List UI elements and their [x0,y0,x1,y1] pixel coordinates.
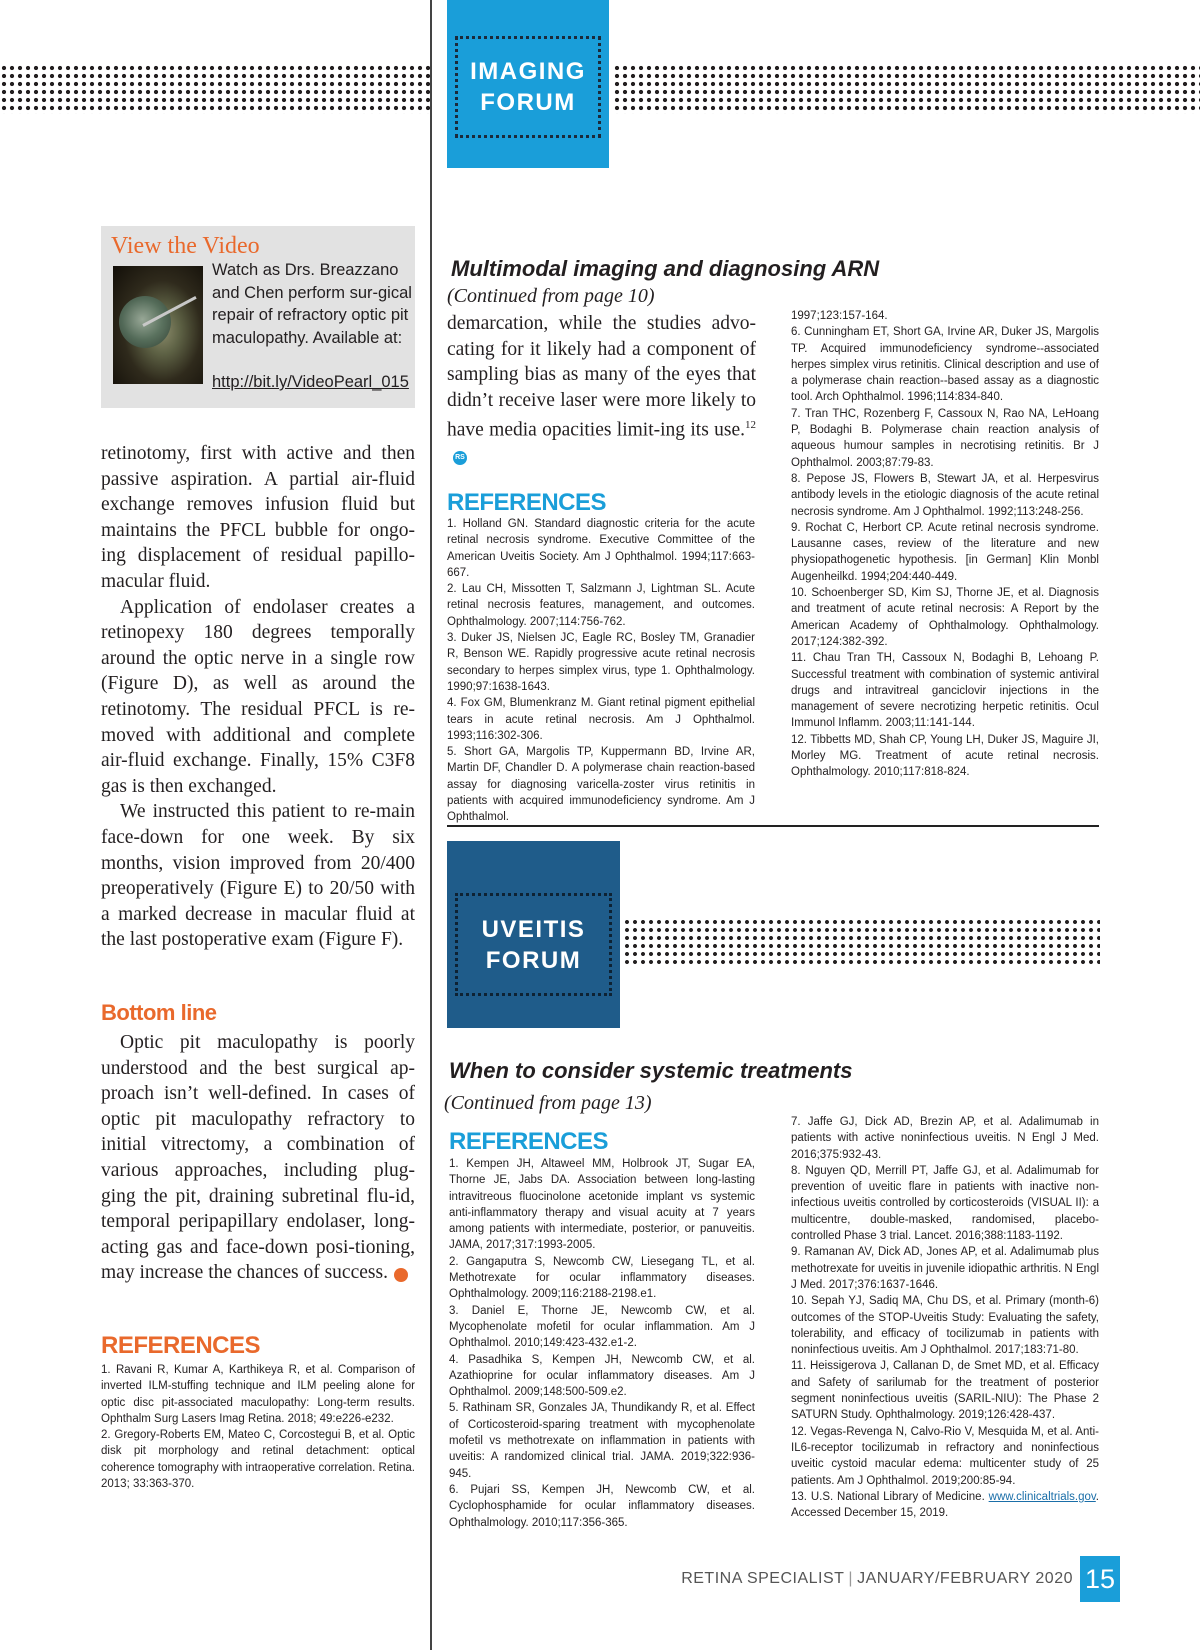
reference-item: 5. Short GA, Margolis TP, Kuppermann BD, Irvine AR, Martin DF, Chandler D. A polymerase chain reaction-based assay for diagnosing varicella-zoster virus retinitis in patients with acquired immunodeficiency syndrome. Am J Ophthalmol. [447,746,755,824]
reference-item: 1997;123:157-164. [791,310,888,322]
reference-item: 6. Pujari SS, Kempen JH, Newcomb CW, et al. Cyclophosphamide for ocular inflammatory diseases. Ophthalmology. 2010;117:356-365. [449,1483,755,1529]
rs-end-mark-icon: RS [453,451,467,465]
reference-item: 4. Pasadhika S, Kempen JH, Newcomb CW, et al. Azathioprine for ocular inflammatory diseases. Am J Ophthalmol. 2009;148:500-509.e2. [449,1353,755,1399]
reference-item: 3. Daniel E, Thorne JE, Newcomb CW, et al. Mycophenolate mofetil for ocular inflammation. Am J Ophthalmol. 2010;149:423-432.e1-2. [449,1304,755,1350]
reference-item: 8. Nguyen QD, Merrill PT, Jaffe GJ, et al. Adalimumab for prevention of uveitic flare in patients with inactive non-infectious uveitis controlled by corticosteroids (VISUAL II): a multicentre, double-masked, randomised, placebo-controlled Phase 3 trial. Lancet. 2016;388:1183-1192. [791,1164,1099,1243]
uveitis-continued-note: (Continued from page 13) [444,1092,652,1114]
arn-citation: 12 [745,419,756,432]
video-link[interactable]: http://bit.ly/VideoPearl_015 [212,373,409,391]
reference-item: 4. Fox GM, Blumenkranz M. Giant retinal pigment epithelial tears in acute retinal necrosis. Am J Ophthalmol. 1993;116:302-306. [447,697,755,742]
publication-name: RETINA SPECIALIST [681,1570,845,1587]
uveitis-forum-badge [447,841,620,1028]
reference-item: 10. Sepah YJ, Sadiq MA, Chu DS, et al. Primary (month-6) outcomes of the STOP-Uveitis Study: Evaluating the safety, tolerability, and efficacy of tocilizumab in patients with noninfectious uveitis. Am J Ophthalmol. 2017;183:71-80. [791,1295,1099,1357]
uveitis-references-heading: REFERENCES [449,1128,609,1155]
page-footer: RETINA SPECIALIST | JANUARY/FEBRUARY 2020 [681,1570,1073,1587]
bottom-line-text: Optic pit maculopathy is poorly understood and the best surgical ap-proach isn’t well-defined. In cases of optic pit maculopathy refractory to initial vitrectomy, a combination of various approaches, including plug-ging the pit, draining subretinal flu-id, temporal peripapillary endolaser, long-acting gas and face-down posi-tioning, may increase the chances of success. [101,1032,415,1284]
left-references-heading: REFERENCES [101,1332,261,1359]
dot-band-left [0,64,430,114]
dot-band-right [613,64,1200,114]
imaging-forum-badge [447,0,609,168]
reference-item: 7. Tran THC, Rozenberg F, Cassoux N, Rao NA, LeHoang P, Bodaghi B. Polymerase chain reaction analysis of aqueous humour samples in necrotising retinitis. Br J Ophthalmol. 2003;87:79-83. [791,407,1099,469]
reference-item: 3. Duker JS, Nielsen JC, Eagle RC, Bosley TM, Granadier R, Benson WE. Rapidly progressive acute retinal necrosis secondary to herpes simplex virus, type 1. Ophthalmology. 1990;97:1638-1643. [447,632,755,693]
reference-item: 2. Gangaputra S, Newcomb CW, Liesegang TL, et al. Methotrexate for ocular inflammatory diseases. Ophthalmology. 2009;116:2188-2198.e1. [449,1255,755,1301]
dot-band-uveitis [623,918,1100,966]
imaging-forum-title: IMAGING FORUM [470,58,586,116]
clinicaltrials-link[interactable]: www.clinicaltrials.gov [988,1490,1096,1503]
reference-item: 5. Rathinam SR, Gonzales JA, Thundikandy R, et al. Effect of Corticosteroid-sparing treatment with mycophenolate mofetil vs methotrexate on inflammation in patients with uveitis: A randomized clinical trial. JAMA. 2019;322:936-945. [449,1402,755,1480]
reference-item: 2. Lau CH, Missotten T, Salzmann J, Lightman SL. Acute retinal necrosis features, management, and outcomes. Ophthalmology. 2007;114:756-762. [447,583,755,628]
paragraph: We instructed this patient to re-main face-down for one week. By six months, vision improved from 20/400 preoperatively (Figure E) to 20/50 with a marked decrease in macular fluid at the last postoperative exam (Figure F). [101,801,415,951]
arn-references-col2 [791,308,1099,781]
left-references-list [101,1362,415,1492]
arn-body [447,311,756,469]
uveitis-article-title: When to consider systemic treatments [449,1058,853,1083]
arn-references-heading: REFERENCES [447,489,607,516]
arn-body-text: demarcation, while the studies advo-cating for it likely had a component of sampling bias as many of the eyes that didn’t receive laser were more likely to have media opacities limit-ing its use. [447,313,756,441]
arn-continued-note: (Continued from page 10) [447,285,655,307]
video-callout [101,226,415,408]
bottom-line-heading: Bottom line [101,1000,217,1025]
reference-item: 9. Rochat C, Herbort CP. Acute retinal necrosis syndrome. Lausanne cases, review of the literature and new physiopathogenetic hypothesis. [in German] Klin Monbl Augenheilkd. 1994;204:440-449. [791,521,1099,583]
reference-item: 6. Cunningham ET, Short GA, Irvine AR, Duker JS, Margolis TP. Acquired immunodeficiency syndrome--associated herpes simplex virus retinitis. Clinical description and use of a polymerase chain reaction--based assay as a diagnostic tool. Arch Ophthalmol. 1996;114:834-840. [791,326,1099,404]
reference-item: 1. Kempen JH, Altaweel MM, Holbrook JT, Sugar EA, Thorne JE, Jabs DA. Association between long-lasting intravitreous fluocinolone acetonide implant vs systemic anti-inflammatory therapy and visual acuity at 7 years among patients with intermediate, posterior, or panuveitis. JAMA, 2017;317:1993-2005. [449,1158,755,1252]
reference-item: 2. Gregory-Roberts EM, Mateo C, Corcostegui B, et al. Optic disk pit morphology and retinal detachment: optical coherence tomography with intraoperative correlation. Retina. 2013; 33:363-370. [101,1429,415,1491]
page-number: 15 [1080,1556,1120,1602]
reference-item: 11. Heissigerova J, Callanan D, de Smet MD, et al. Efficacy and Safety of sarilumab for the treatment of posterior segment noninfectious uveitis (SARIL-NIU): The Phase 2 SATURN Study. Ophthalmology. 2019;126:428-437. [791,1360,1099,1422]
paragraph: retinotomy, first with active and then passive aspiration. A partial air-fluid exchange removes infusion fluid but maintains the PFCL bubble for ongo-ing displacement of residual papillo-macular fluid. [101,443,415,592]
paragraph: Application of endolaser creates a retinopexy 180 degrees temporally around the optic nerve in a single row (Figure D), as well as around the retinotomy. The residual PFCL is re-moved with additional and complete air-fluid exchange. Finally, 15% C3F8 gas is then exchanged. [101,596,415,797]
reference-item: 8. Pepose JS, Flowers B, Stewart JA, et al. Herpesvirus antibody levels in the etiologic diagnosis of the acute retinal necrosis syndrome. Am J Ophthalmol. 1992;113:248-256. [791,472,1099,518]
left-column-body [101,441,415,953]
issue-date: JANUARY/FEBRUARY 2020 [857,1570,1073,1587]
reference-item: 12. Tibbetts MD, Shah CP, Young LH, Duker JS, Maguire JI, Morley MG. Treatment of acute retinal necrosis. Ophthalmology. 2010;117:818-824. [791,733,1099,779]
uveitis-forum-title: UVEITIS FORUM [481,915,586,974]
reference-item: 9. Ramanan AV, Dick AD, Jones AP, et al. Adalimumab plus methotrexate for uveitis in juvenile idiopathic arthritis. N Engl J Med. 2017;376:1637-1646. [791,1246,1099,1291]
section-divider [447,825,1099,827]
reference-item: 10. Schoenberger SD, Kim SJ, Thorne JE, et al. Diagnosis and treatment of acute retinal necrosis: A Report by the American Academy of Ophthalmology. Ophthalmology. 2017;124:382-392. [791,587,1099,648]
reference-item-13: 13. U.S. National Library of Medicine. www.clinicaltrials.gov. Accessed December 15, 2019. [791,1490,1099,1520]
video-description: Watch as Drs. Breazzano and Chen perform sur-gical repair of refractory optic pit maculopathy. Available at: [212,261,412,347]
reference-item: 11. Chau Tran TH, Cassoux N, Bodaghi B, Lehoang P. Successful treatment with combination of systemic antiviral drugs and intravitreal ganciclovir injections in the management of severe necrotizing herpetic retinitis. Ocul Immunol Inflamm. 2003;11:141-144. [791,652,1099,730]
arn-references-col1 [447,516,755,826]
reference-item: 12. Vegas-Revenga N, Calvo-Rio V, Mesquida M, et al. Anti-IL6-receptor tocilizumab in refractory and noninfectious uveitic cystoid macular edema: multicenter study of 25 patients. Am J Ophthalmol. 2019;200:85-94. [791,1425,1099,1487]
reference-item: 1. Ravani R, Kumar A, Karthikeya R, et al. Comparison of inverted ILM-stuffing technique and ILM peeling alone for optic disc pit-associated maculopathy: Long-term results. Ophthalm Surg Lasers Imag Retina. 2018; 49:e226-e232. [101,1364,415,1425]
video-heading: View the Video [111,233,260,259]
uveitis-references-col1 [449,1156,755,1531]
reference-item: 7. Jaffe GJ, Dick AD, Brezin AP, et al. Adalimumab in patients with active noninfectious uveitis. N Engl J Med. 2016;375:932-43. [791,1116,1099,1161]
arn-article-title: Multimodal imaging and diagnosing ARN [451,256,880,281]
column-divider [430,0,432,1650]
bottom-line-body [101,1030,423,1286]
video-thumbnail[interactable] [113,266,203,384]
rs-end-mark-icon: RS [394,1268,408,1282]
reference-item: 1. Holland GN. Standard diagnostic criteria for the acute retinal necrosis syndrome. Executive Committee of the American Uveitis Society. Am J Ophthalmol. 1994;117:663-667. [447,518,755,579]
uveitis-references-col2 [791,1114,1099,1521]
